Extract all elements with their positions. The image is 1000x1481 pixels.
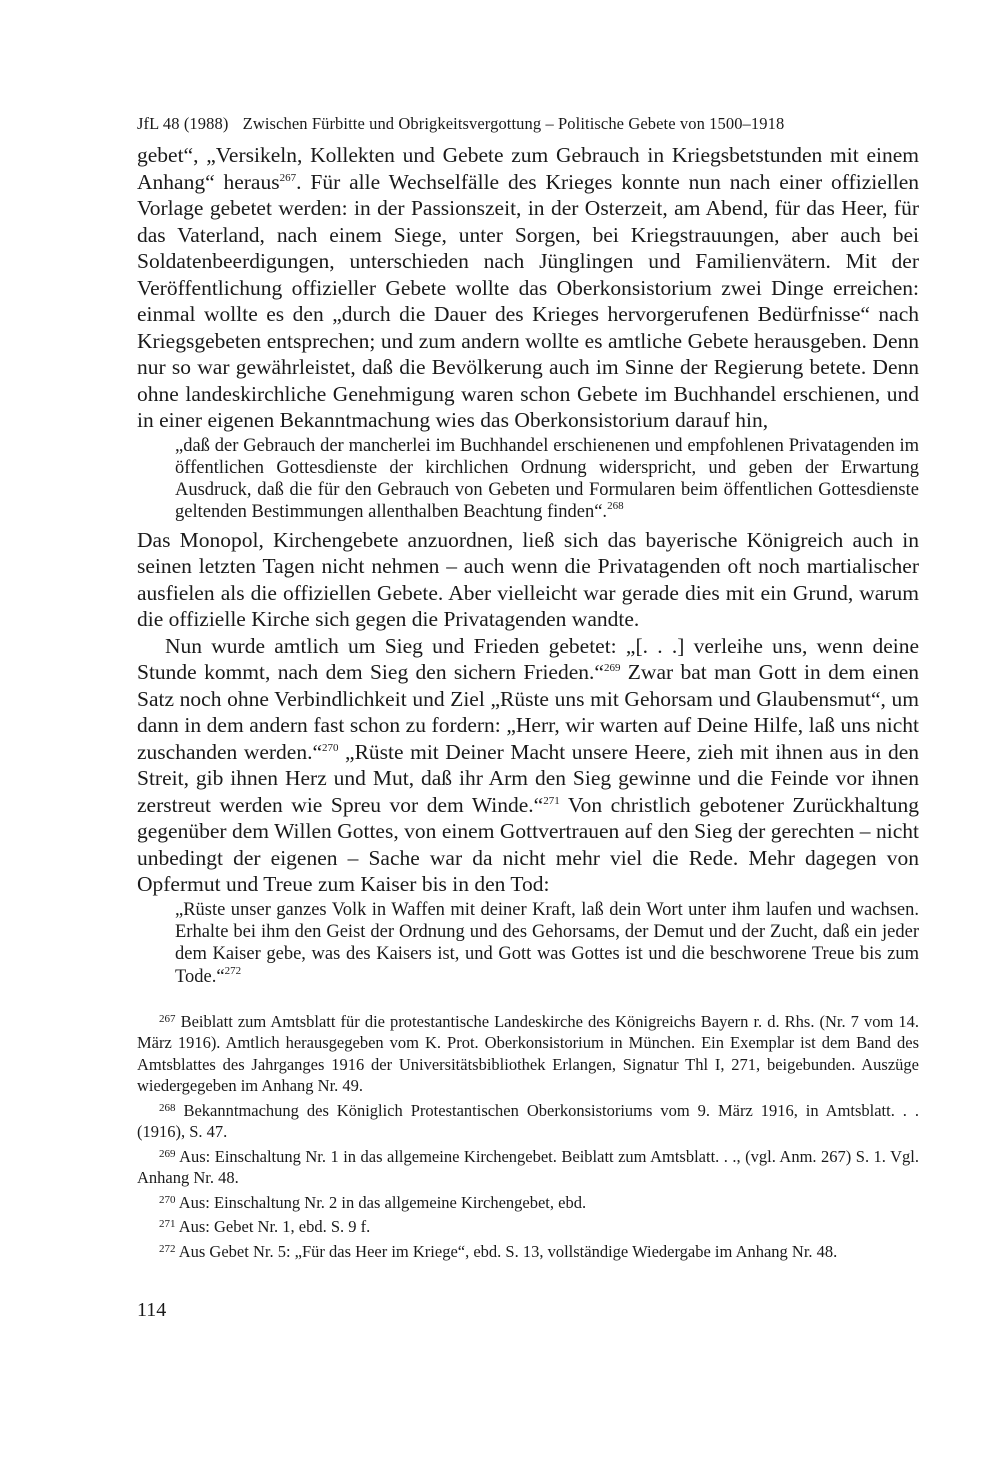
footnote-number: 272 [159,1242,176,1255]
footnote-number: 268 [159,1101,176,1114]
footnote [137,1216,919,1238]
footnote [137,1146,919,1189]
footnote-text: Aus Gebet Nr. 5: „Für das Heer im Kriege“, ebd. S. 13, vollständige Wiedergabe im Anhang Nr. 48. [178,1241,838,1261]
running-title: Zwischen Fürbitte und Obrigkeitsvergottung – Politische Gebete von 1500–1918 [242,114,785,133]
footnotes [137,1011,919,1263]
footnote-ref-267: 267 [279,171,297,184]
footnote-number: 270 [159,1193,176,1206]
page [137,112,919,1322]
page-number: 114 [137,1299,167,1322]
footnote-text: Aus: Gebet Nr. 1, ebd. S. 9 f. [178,1217,371,1237]
running-head [137,112,919,136]
block-quote-2: „Rüste unser ganzes Volk in Waffen mit deiner Kraft, laß dein Wort unter ihm laufen und wachsen. Erhalte bei ihm den Geist der Ordnung und des Gehorsams, der Demut und der Zucht, daß ein jeder dem Kaiser gebe, was des Kaisers ist, und Gott was Gottes ist und die beschworene Treue bis zum Tode.“$^{272}$ [175,899,919,987]
footnote [137,1100,919,1143]
footnote-number: 271 [159,1218,176,1231]
footnote-number: 269 [159,1147,176,1160]
paragraph-2: Das Monopol, Kirchengebete anzuordnen, ließ sich das bayerische Königreich auch in seinen letzten Tagen nicht nehmen – auch wenn die Privatagenden oft noch martialischer ausfielen als die offiziellen Gebete. Aber vielleicht war gerade dies mit ein Grund, warum die offizielle Kirche sich gegen die Privatagenden wandte. [137,527,919,632]
footnote-text: Bekanntmachung des Königlich Protestantischen Oberkonsistoriums vom 9. März 1916, in Amtsblatt. . . (1916), S. 47. [137,1100,919,1142]
journal-reference: JfL 48 (1988) [137,114,229,133]
footnote [137,1192,919,1214]
block-quote-1: „daß der Gebrauch der mancherlei im Buchhandel erschienenen und empfohlenen Privatagenden im öffentlichen Gottesdienste der kirchlichen Ordnung widerspricht, und geben der Erwartung Ausdruck, daß die für den Gebrauch von Gebeten und Formularen beim öffentlichen Gottesdienste geltenden Bestimmungen allenthalben Beachtung finden“.$^{268}$ [175,435,919,523]
footnote-ref-271: 271 [543,794,560,807]
footnote-number: 267 [159,1012,176,1025]
footnote-text: Beiblatt zum Amtsblatt für die protestantische Landeskirche des Königreichs Bayern r. d. Rhs. (Nr. 7 vom 14. März 1916). Amtlich herausgegeben vom K. Prot. Oberkonsistorium in München. Ein Exemplar ist dem Band des Amtsblattes des Jahrganges 1916 der Universitätsbibliothek Erlangen, Signatur Thl I, 271, beigebunden. Auszüge wiedergegeben im Anhang Nr. 49. [137,1011,920,1096]
footnote [137,1241,919,1263]
footnote-ref-269: 269 [603,661,621,674]
paragraph-3: Nun wurde amtlich um Sieg und Frieden gebetet: „[. . .] verleihe uns, wenn deine Stunde kommt, nach dem Sieg den sichern Frieden.“$^{269}$ Zwar bat man Gott in dem einen Satz noch ohne Verbindlichkeit und Ziel „Rüste uns mit Gehorsam und Glaubensmut“, um dann in dem andern fast schon zu fordern: „Herr, wir warten auf Deine Hilfe, laß uns nicht zuschanden werden.“$^{270}$ „Rüste mit Deiner Macht unsere Heere, zieh mit ihnen aus in den Streit, gib ihnen Herz und Mut, daß ihr Arm den Sieg gewinne und die Feinde vor ihnen zerstreut werden wie Spreu vor dem Winde.“$^{271}$ Von christlich gebotener Zurückhaltung gegenüber dem Willen Gottes, von einem Gottvertrauen auf den Sieg der gerechten – nicht unbedingt der eigenen – Sache war da nicht mehr viel die Rede. Mehr dagegen von Opfermut und Treue zum Kaiser bis in den Tod: [137,633,919,897]
footnote-text: Aus: Einschaltung Nr. 1 in das allgemeine Kirchengebet. Beiblatt zum Amtsblatt. . ., (vgl. Anm. 267) S. 1. Vgl. Anhang Nr. 48. [137,1146,919,1188]
footnote-ref-268: 268 [607,500,624,513]
footnote-ref-270: 270 [322,741,339,754]
main-text [137,142,919,988]
paragraph-1: gebet“, „Versikeln, Kollekten und Gebete zum Gebrauch in Kriegsbetstunden mit einem Anhang“ heraus$^{267}$. Für alle Wechselfälle des Krieges konnte nun nach einer offiziellen Vorlage gebetet werden: in der Passionszeit, in der Osterzeit, am Abend, für das Heer, für das Vaterland, nach einem Siege, unter Sorgen, bei Kriegstrauungen, aber auch bei Soldatenbeerdigungen, unterschieden nach Jünglingen und Familienvätern. Mit der Veröffentlichung offizieller Gebete wollte das Oberkonsistorium zwei Dinge erreichen: einmal wollte es den „durch die Dauer des Krieges hervorgerufenen Bedürfnisse“ nach Kriegsgebeten entsprechen; und zum andern wollte es amtliche Gebete herausgeben. Denn nur so war gewährleistet, daß die Bevölkerung auch im Sinne der Regierung betete. Denn ohne landeskirchliche Genehmigung waren schon Gebete im Buchhandel erschienen, und in einer eigenen Bekanntmachung wies das Oberkonsistorium darauf hin, [137,143,919,432]
footnote [137,1011,919,1097]
footnote-text: Aus: Einschaltung Nr. 2 in das allgemeine Kirchengebet, ebd. [178,1192,587,1212]
footnote-ref-272: 272 [224,964,242,977]
